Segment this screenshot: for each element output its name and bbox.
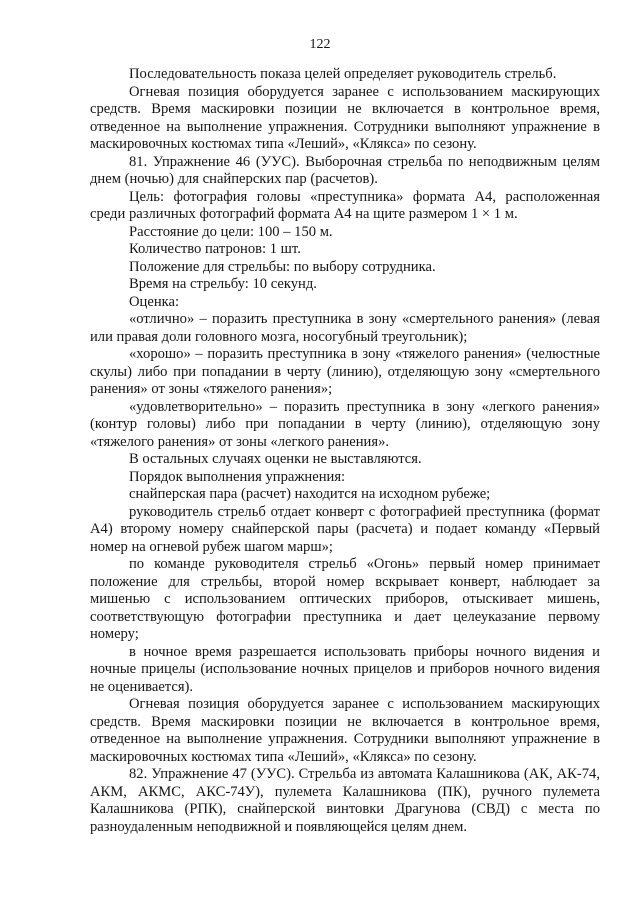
- paragraph-target-order: Последовательность показа целей определяет руководитель стрельб.: [129, 66, 557, 82]
- paragraph-no-grade: В остальных случаях оценки не выставляются.: [129, 451, 422, 467]
- paragraph-target: Цель: фотография головы «преступника» формата А4, расположенная среди различных фотографий формата А4 на щите размером 1 × 1 м.: [90, 188, 600, 222]
- paragraph-firing-position-repeat: Огневая позиция оборудуется заранее с использованием маскирующих средств. Время маскировки позиции не включается в контрольное время, отведенное на выполнение упражнения. Сотрудники выполняют упражнение в маскировочных костюмах типа «Леший», «Клякса» по сезону.: [90, 696, 600, 765]
- paragraph-grade-excellent: «отлично» – поразить преступника в зону «смертельного ранения» (левая или правая доли головного мозга, носогубный треугольник);: [90, 311, 600, 345]
- paragraph-firing-position: Огневая позиция оборудуется заранее с использованием маскирующих средств. Время маскировки позиции не включается в контрольное время, отведенное на выполнение упражнения. Сотрудники выполняют упражнение в маскировочных костюмах типа «Леший», «Клякса» по сезону.: [90, 83, 600, 152]
- document-body: [90, 66, 600, 836]
- paragraph-grade-satisfactory: «удовлетворительно» – поразить преступника в зону «легкого ранения» (контур головы) либо при попадании в черту (линию), отделяющую зону «тяжелого ранения» от зоны «легкого ранения».: [90, 398, 600, 450]
- paragraph-exercise-46-title: 81. Упражнение 46 (УУС). Выборочная стрельба по неподвижным целям днем (ночью) для снайперских пар (расчетов).: [90, 153, 600, 187]
- paragraph-grade-good: «хорошо» – поразить преступника в зону «тяжелого ранения» (челюстные скулы) либо при попадании в черту (линию), отделяющую зону «смертельного ранения» от зоны «тяжелого ранения»;: [90, 346, 600, 397]
- page-number: 122: [309, 37, 331, 52]
- paragraph-procedure-step-3: по команде руководителя стрельб «Огонь» первый номер принимает положение для стрельбы, второй номер вскрывает конверт, наблюдает за мишенью с использованием оптических приборов, отыскивает мишень, соответствующую фотографии преступника и дает целеуказание первому номеру;: [90, 556, 600, 642]
- paragraph-distance: Расстояние до цели: 100 – 150 м.: [129, 223, 333, 240]
- paragraph-procedure-step-2: руководитель стрельб отдает конверт с фотографией преступника (формат А4) второму номеру снайперской пары (расчета) и подает команду «Первый номер на огневой рубеж шагом марш»;: [90, 503, 600, 555]
- paragraph-firing-stance: Положение для стрельбы: по выбору сотрудника.: [129, 258, 436, 275]
- paragraph-time-limit: Время на стрельбу: 10 секунд.: [129, 276, 317, 292]
- paragraph-night-devices: в ночное время разрешается использовать приборы ночного видения и ночные прицелы (использование ночных прицелов и приборов ночного видения не оценивается).: [90, 643, 600, 695]
- paragraph-procedure-heading: Порядок выполнения упражнения:: [129, 468, 346, 485]
- paragraph-procedure-step-1: снайперская пара (расчет) находится на исходном рубеже;: [129, 486, 491, 502]
- paragraph-grading-heading: Оценка:: [129, 293, 180, 310]
- paragraph-exercise-47-title: 82. Упражнение 47 (УУС). Стрельба из автомата Калашникова (АК, АК-74, АКМ, АКМС, АКС-74У), пулемета Калашникова (ПК), ручного пулемета Калашникова (РПК), снайперской винтовки Драгунова (СВД) с места по разноудаленным неподвижной и появляющейся целям днем.: [90, 766, 600, 835]
- paragraph-ammo-count: Количество патронов: 1 шт.: [129, 241, 301, 257]
